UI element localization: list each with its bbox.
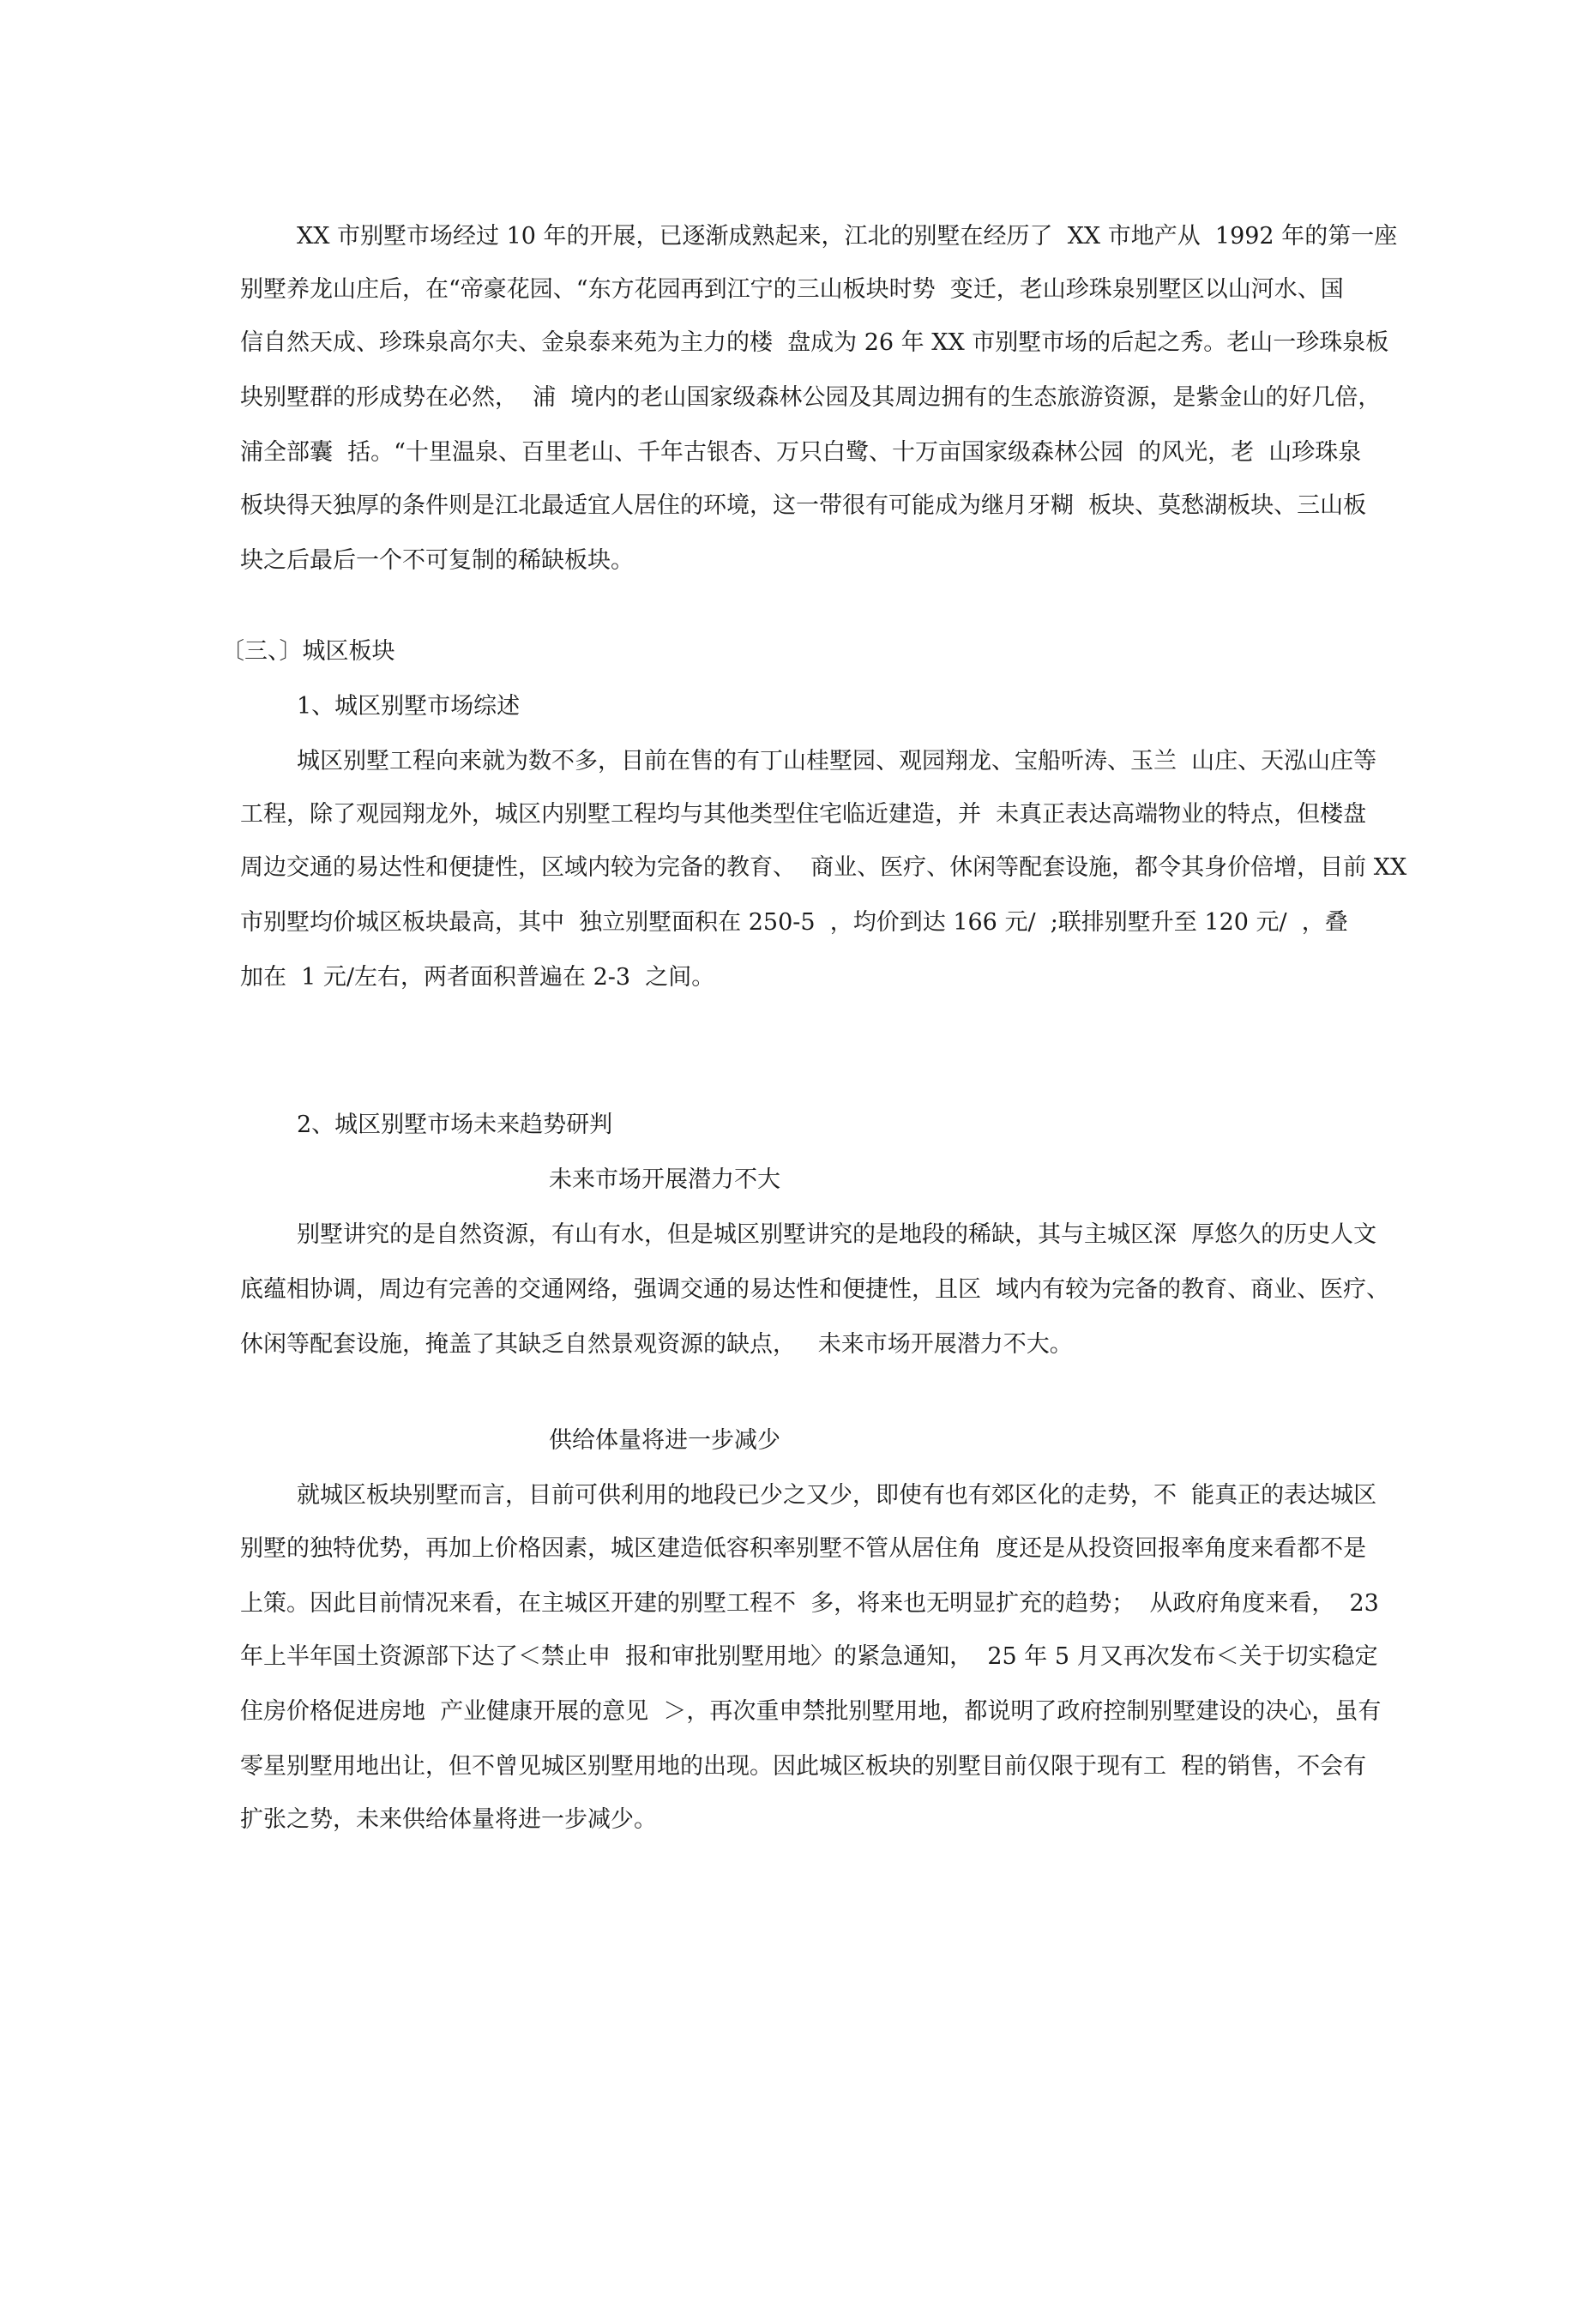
subsection-heading: 1、城区别墅市场综述 <box>297 693 521 720</box>
paragraph-line: XX 市别墅市场经过 10 年的开展，已逐渐成熟起来，江北的别墅在经历了 XX 市地产从 1992 年的第一座 <box>297 223 1398 250</box>
centered-subtitle: 未来市场开展潜力不大 <box>549 1166 780 1193</box>
paragraph-line: 加在 1 元/左右，两者面积普遍在 2-3 之间。 <box>240 964 715 991</box>
paragraph-line: 休闲等配套设施，掩盖了其缺乏自然景观资源的缺点， 未来市场开展潜力不大。 <box>240 1331 1073 1358</box>
paragraph-line: 工程，除了观园翔龙外，城区内别墅工程均与其他类型住宅临近建造，并 未真正表达高端物业的特点，但楼盘 <box>240 801 1367 828</box>
paragraph-line: 信自然天成、珍珠泉高尔夫、金泉泰来苑为主力的楼 盘成为 26 年 XX 市别墅市场的后起之秀。老山一珍珠泉板 <box>240 329 1389 356</box>
paragraph-line: 别墅讲究的是自然资源，有山有水，但是城区别墅讲究的是地段的稀缺，其与主城区深 厚悠久的历史人文 <box>297 1221 1377 1248</box>
centered-subtitle: 供给体量将进一步减少 <box>549 1427 780 1454</box>
paragraph-line: 块别墅群的形成势在必然， 浦 境内的老山国家级森林公园及其周边拥有的生态旅游资源，是紫金山的好几倍， <box>240 384 1382 411</box>
paragraph-line: 底蕴相协调，周边有完善的交通网络，强调交通的易达性和便捷性，且区 域内有较为完备的教育、商业、医疗、 <box>240 1276 1390 1303</box>
paragraph-line: 板块得天独厚的条件则是江北最适宜人居住的环境，这一带很有可能成为继月牙糊 板块、莫愁湖板块、三山板 <box>240 492 1367 519</box>
paragraph-line: 城区别墅工程向来就为数不多，目前在售的有丁山桂墅园、观园翔龙、宝船听涛、玉兰 山庄、天泓山庄等 <box>297 748 1377 774</box>
paragraph-line: 上策。因此目前情况来看，在主城区开建的别墅工程不 多，将来也无明显扩充的趋势； 从政府角度来看， 23 <box>240 1590 1379 1617</box>
paragraph-line: 周边交通的易达性和便捷性，区域内较为完备的教育、 商业、医疗、休闲等配套设施，都令其身价倍增，目前 XX <box>240 854 1407 881</box>
paragraph-line: 块之后最后一个不可复制的稀缺板块。 <box>240 547 634 574</box>
paragraph-line: 零星别墅用地出让，但不曾见城区别墅用地的出现。因此城区板块的别墅目前仅限于现有工 程的销售，不会有 <box>240 1753 1367 1780</box>
paragraph-line: 年上半年国土资源部下达了＜禁止申 报和审批别墅用地〉的紧急通知， 25 年 5 月又再次发布＜关于切实稳定 <box>240 1643 1378 1670</box>
subsection-heading: 2、城区别墅市场未来趋势研判 <box>297 1112 613 1138</box>
paragraph-line: 就城区板块别墅而言，目前可供利用的地段已少之又少，即使有也有郊区化的走势，不 能真正的表达城区 <box>297 1482 1377 1509</box>
paragraph-line: 别墅养龙山庄后，在“帝豪花园、“东方花园再到江宁的三山板块时势 变迁，老山珍珠泉别墅区以山河水、国 <box>240 276 1344 303</box>
paragraph-line: 别墅的独特优势，再加上价格因素，城区建造低容积率别墅不管从居住角 度还是从投资回报率角度来看都不是 <box>240 1535 1367 1562</box>
paragraph-line: 浦全部囊 括。“十里温泉、百里老山、千年古银杏、万只白鹭、十万亩国家级森林公园 的风光，老 山珍珠泉 <box>240 439 1362 466</box>
paragraph-line: 住房价格促进房地 产业健康开展的意见 ＞，再次重申禁批别墅用地，都说明了政府控制别墅建设的决心，虽有 <box>240 1698 1382 1725</box>
paragraph-line: 市别墅均价城区板块最高，其中 独立别墅面积在 250-5 ，均价到达 166 元/ ;联排别墅升至 120 元/ ，叠 <box>240 909 1348 936</box>
section-heading: 〔三、〕城区板块 <box>221 638 395 665</box>
paragraph-line: 扩张之势，未来供给体量将进一步减少。 <box>240 1806 657 1833</box>
